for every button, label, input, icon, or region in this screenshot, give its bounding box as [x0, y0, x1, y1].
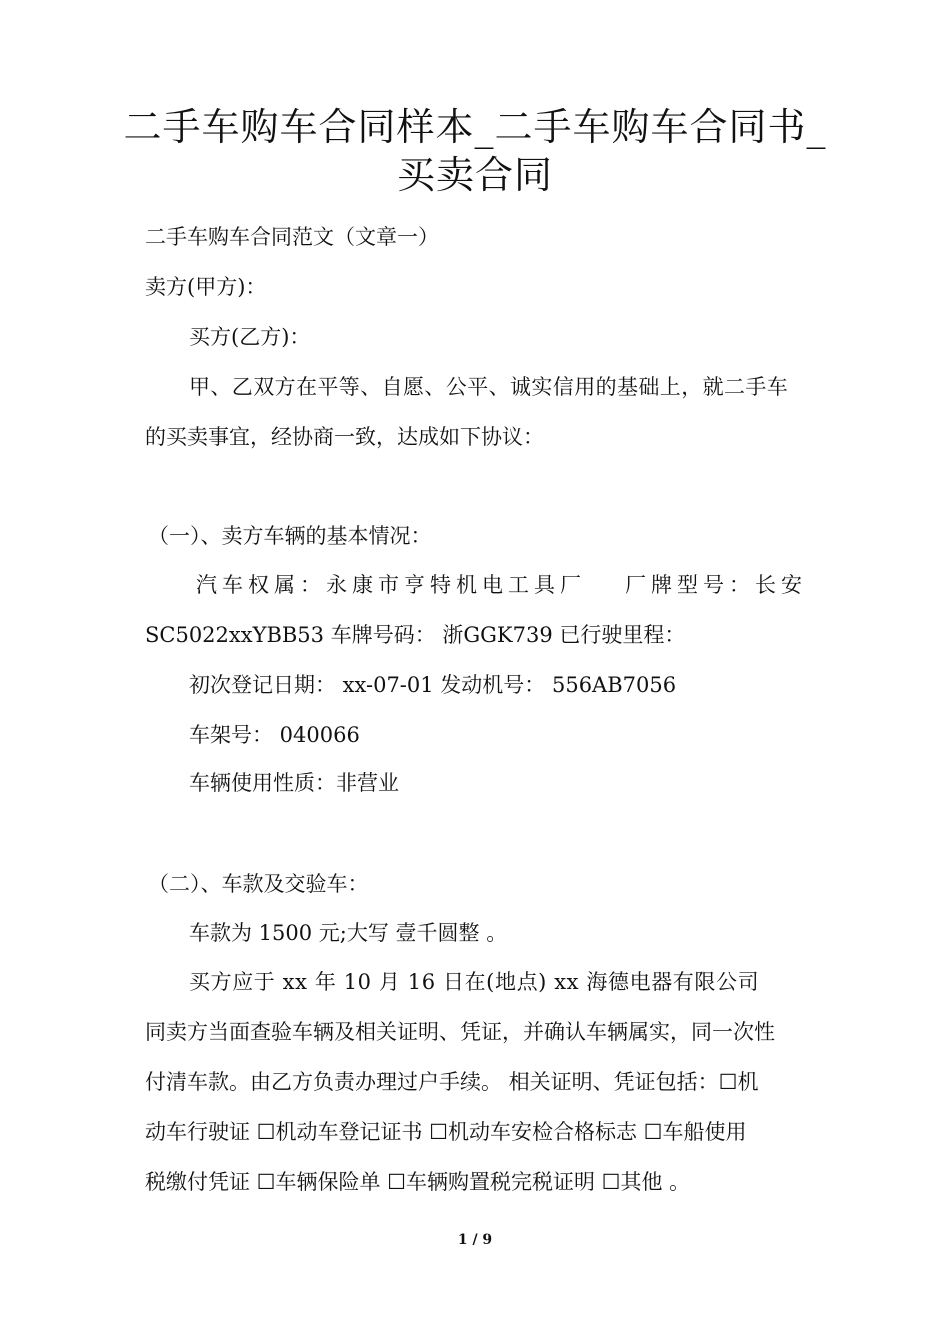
buyer-label: 买方(乙方)： [189, 325, 311, 349]
section-2-para-line-3: 付清车款。由乙方负责办理过户手续。 相关证明、凭证包括：☐机 [145, 1070, 759, 1094]
seller-label: 卖方(甲方)： [145, 275, 267, 299]
section-1-line-1 [196, 570, 807, 600]
section-1-heading: （一）、卖方车辆的基本情况： [148, 524, 432, 548]
section-2-heading: （二）、车款及交验车： [148, 872, 369, 896]
section-1-line-4: 车架号： 040066 [189, 723, 360, 747]
vehicle-model: 厂牌型号：长安 [625, 573, 807, 597]
section-2-para-line-4: 动车行驶证 ☐机动车登记证书 ☐机动车安检合格标志 ☐车船使用 [145, 1120, 747, 1144]
section-1-line-2: SC5022xxYBB53 车牌号码： 浙GGK739 已行驶里程： [145, 623, 686, 647]
document-subtitle: 二手车购车合同范文（文章一） [145, 225, 439, 249]
section-2-para-line-1 [189, 967, 807, 997]
page-number: 1 / 9 [457, 1232, 493, 1248]
section-2-para-line-1-text: 买方应于 xx 年 10 月 16 日在(地点) xx 海德电器有限公司 [189, 970, 760, 994]
section-1-line-5: 车辆使用性质：非营业 [189, 771, 399, 795]
intro-line-2: 的买卖事宜，经协商一致，达成如下协议： [145, 425, 544, 449]
section-2-para-line-2: 同卖方当面查验车辆及相关证明、凭证，并确认车辆属实，同一次性 [145, 1020, 775, 1044]
document-title-line-2: 买卖合同 [396, 153, 553, 197]
section-1-line-3: 初次登记日期： xx-07-01 发动机号： 556AB7056 [189, 673, 677, 697]
section-2-para-line-5: 税缴付凭证 ☐车辆保险单 ☐车辆购置税完税证明 ☐其他 。 [145, 1170, 691, 1194]
document-title-line-1: 二手车购车合同样本_二手车购车合同书_ [123, 105, 827, 149]
intro-line-1-text [189, 372, 807, 402]
section-2-line-1: 车款为 1500 元;大写 壹千圆整 。 [189, 921, 508, 945]
intro-line-1 [189, 372, 807, 402]
intro-line-1-span: 甲、乙双方在平等、自愿、公平、诚实信用的基础上，就二手车 [189, 375, 789, 399]
vehicle-owner: 汽车权属：永康市亨特机电工具厂 [196, 573, 586, 597]
